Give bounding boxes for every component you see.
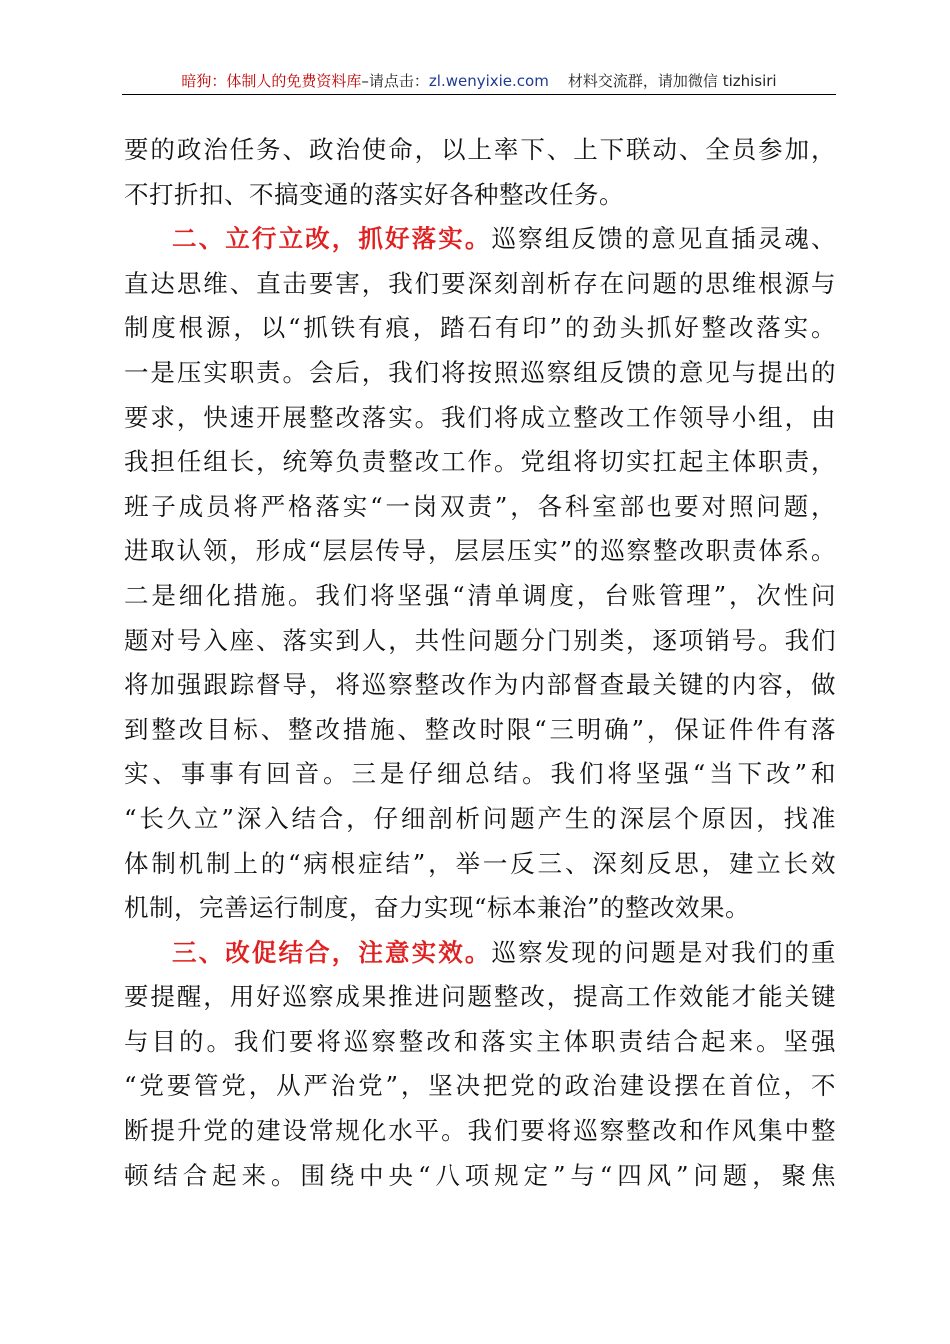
text-line: 将加强跟踪督导，将巡察整改作为内部督查最关键的内容，做 xyxy=(124,670,836,700)
text-line: 进取认领，形成“层层传导，层层压实”的巡察整改职责体系。 xyxy=(124,536,836,566)
header-contact: 材料交流群，请加微信 tizhisiri xyxy=(567,72,777,90)
text-line: 一是压实职责。会后，我们将按照巡察组反馈的意见与提出的 xyxy=(124,357,836,387)
text-line: 要提醒，用好巡察成果推进问题整改，提高工作效能才能关键 xyxy=(124,982,836,1012)
text-line: 我担任组长，统筹负责整改工作。党组将切实扛起主体职责， xyxy=(124,447,836,477)
text-line: 机制，完善运行制度，奋力实现“标本兼治”的整改效果。 xyxy=(124,893,751,923)
text-line: 二是细化措施。我们将坚强“清单调度，台账管理”，次性问 xyxy=(124,580,836,610)
text-line: “长久立”深入结合，仔细剖析问题产生的深层个原因，找准 xyxy=(124,803,836,833)
header-divider xyxy=(122,94,836,95)
text-line: 要的政治任务、政治使命，以上率下、上下联动、全员参加， xyxy=(124,135,836,164)
text-line: 直达思维、直击要害，我们要深刻剖析存在问题的思维根源与 xyxy=(124,268,836,298)
text-line: 体制机制上的“病根症结”，举一反三、深刻反思，建立长效 xyxy=(124,848,836,878)
text-run: 巡察组反馈的意见直插灵魂、 xyxy=(491,224,836,254)
header-click-prefix: –请点击： xyxy=(361,72,429,90)
text-line: 制度根源，以“抓铁有痕，踏石有印”的劲头抓好整改落实。 xyxy=(124,313,836,343)
header-brand: 暗狗：体制人的免费资料库 xyxy=(181,72,362,90)
text-run: 巡察发现的问题是对我们的重 xyxy=(491,937,836,967)
section-heading-3: 三、改促结合，注意实效。 xyxy=(172,937,492,967)
text-line: 顿结合起来。围绕中央“八项规定”与“四风”问题，聚焦 xyxy=(124,1160,836,1190)
text-line: “党要管党，从严治党”，坚决把党的政治建设摆在首位，不 xyxy=(124,1071,836,1101)
text-line: 断提升党的建设常规化水平。我们要将巡察整改和作风集中整 xyxy=(124,1116,836,1146)
text-line: 要求，快速开展整改落实。我们将成立整改工作领导小组，由 xyxy=(124,402,836,432)
section-heading-line xyxy=(124,217,836,262)
document-body xyxy=(124,128,836,1198)
text-line: 题对号入座、落实到人，共性问题分门别类，逐项销号。我们 xyxy=(124,625,836,655)
text-line: 到整改目标、整改措施、整改时限“三明确”，保证件件有落 xyxy=(124,714,836,744)
section-heading-2: 二、立行立改，抓好落实。 xyxy=(172,224,492,254)
text-line: 不打折扣、不搞变通的落实好各种整改任务。 xyxy=(124,179,624,209)
section-heading-line xyxy=(124,931,836,976)
page-header xyxy=(122,68,836,94)
text-line: 实、事事有回音。三是仔细总结。我们将坚强“当下改”和 xyxy=(124,759,836,789)
text-line: 与目的。我们要将巡察整改和落实主体职责结合起来。坚强 xyxy=(124,1026,836,1056)
text-line: 班子成员将严格落实“一岗双责”，各科室部也要对照问题， xyxy=(124,491,836,521)
header-url-link[interactable]: zl.wenyixie.com xyxy=(428,72,549,90)
